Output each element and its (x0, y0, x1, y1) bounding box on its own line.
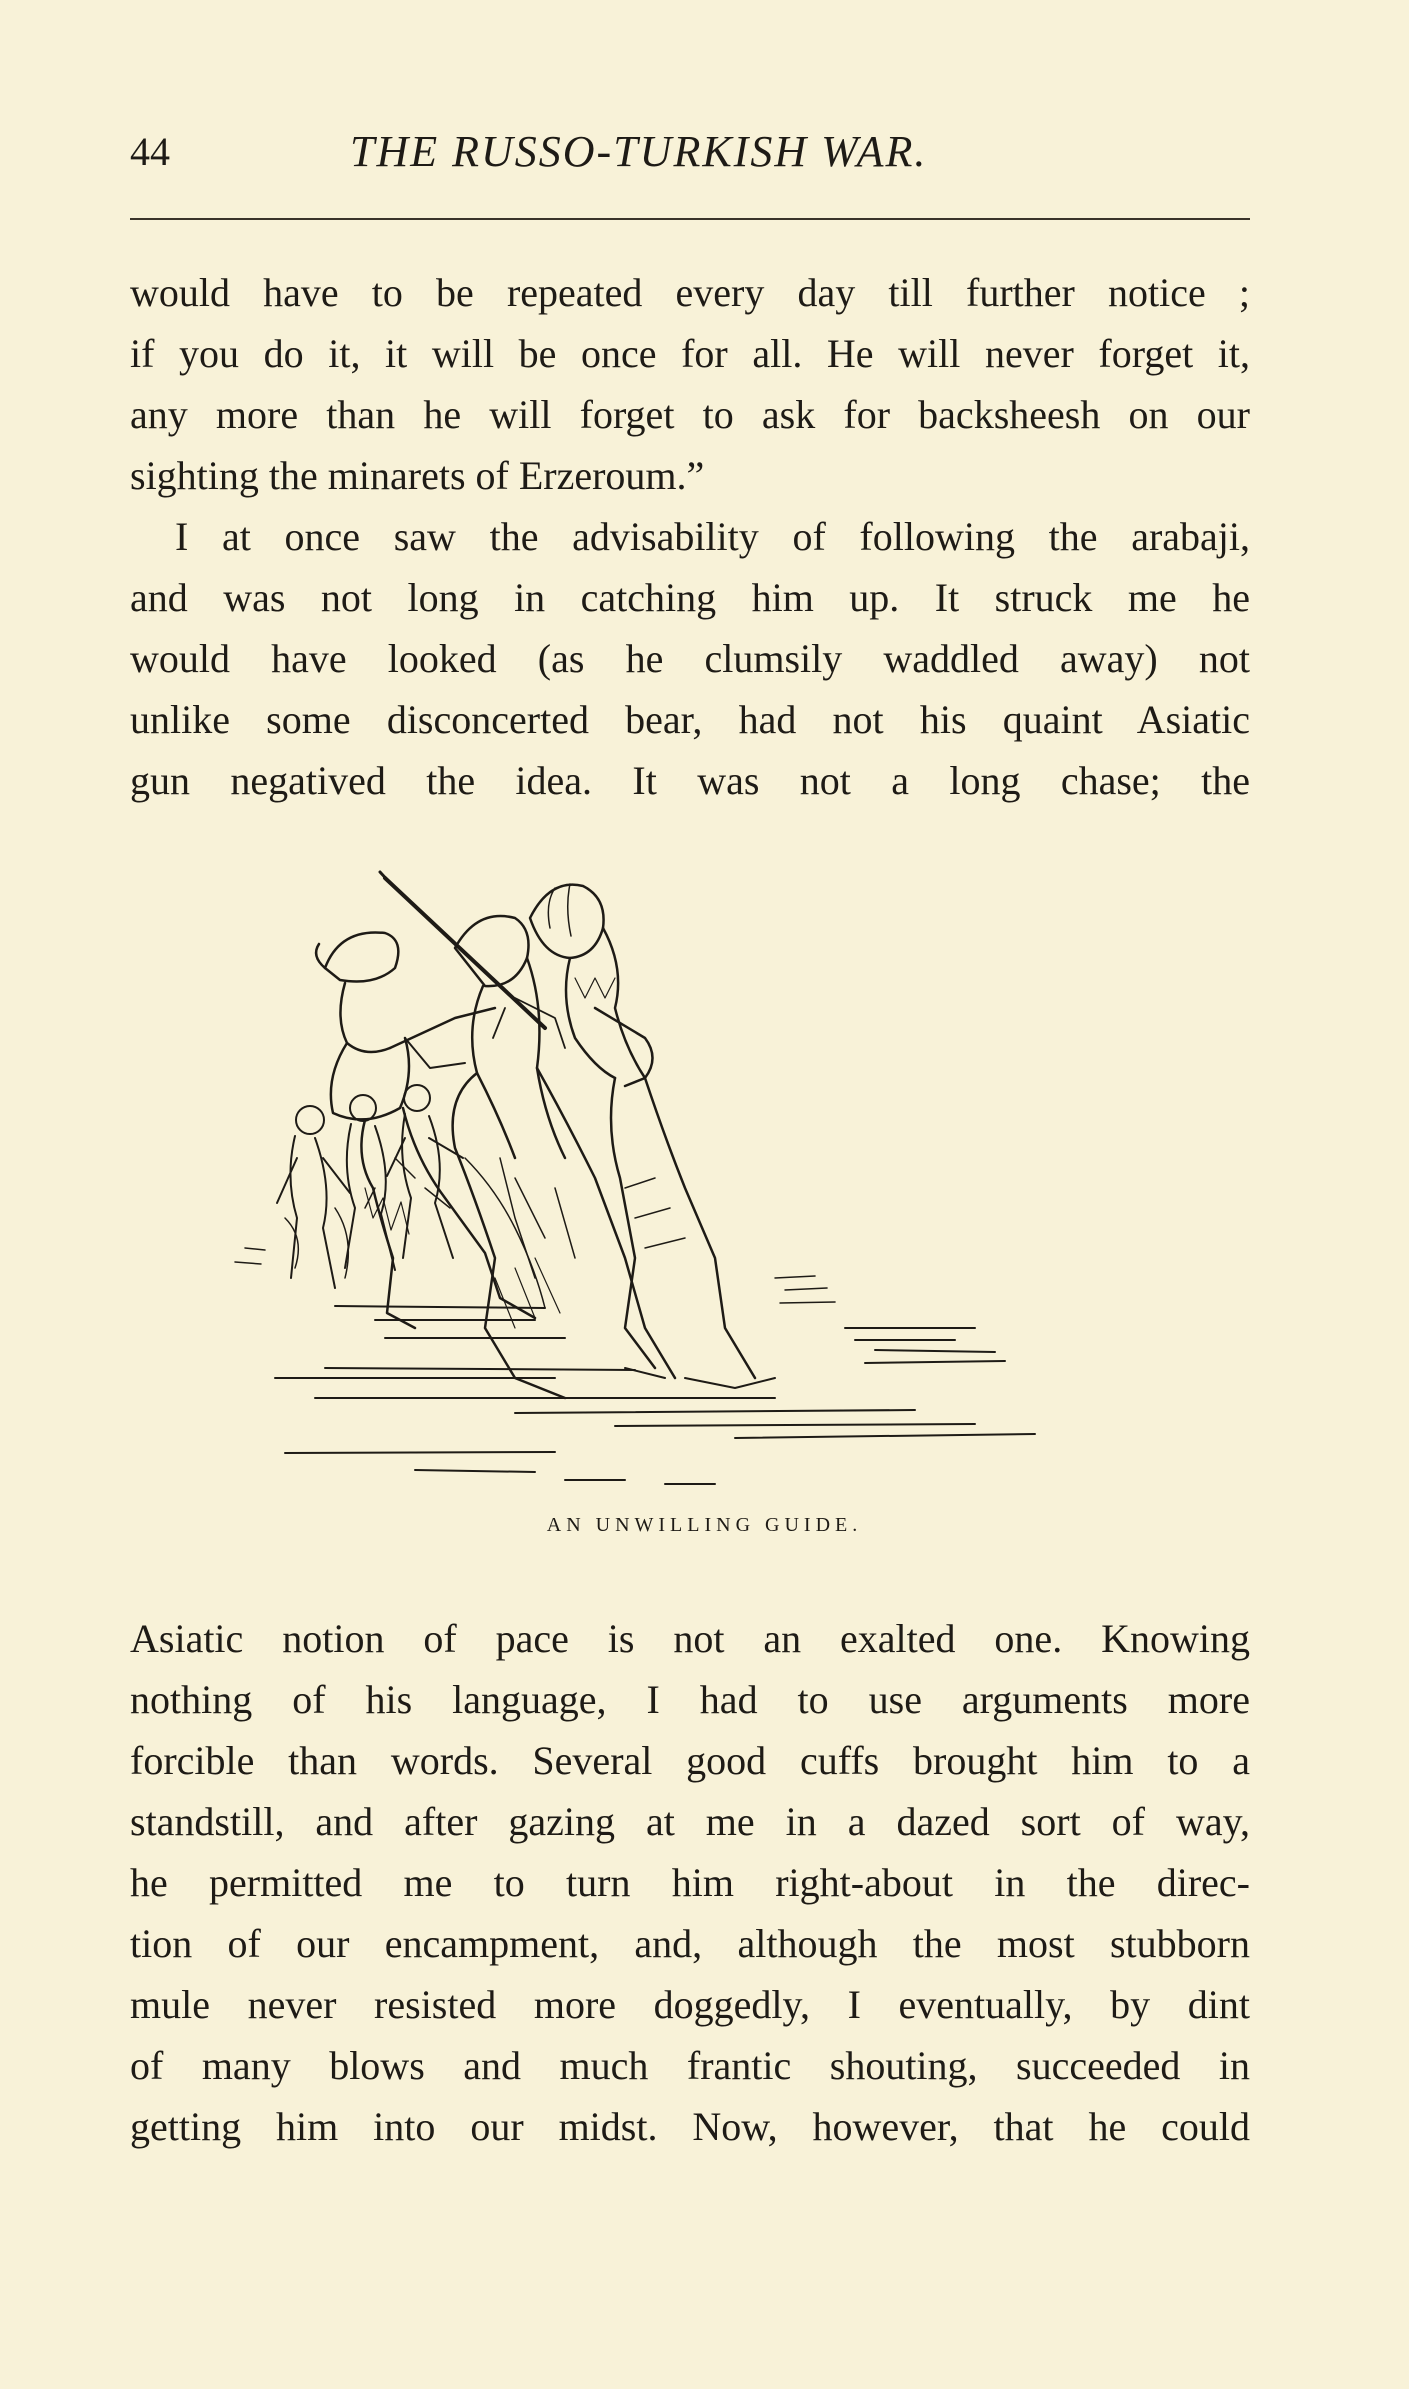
captive-figure (453, 916, 675, 1398)
text-line: of many blows and much frantic shouting, succeeded in (130, 2043, 1250, 2088)
text-line: getting him into our midst. Now, however, that he could (130, 2104, 1250, 2149)
running-title: THE RUSSO-TURKISH WAR. (350, 127, 928, 176)
text-line: mule never resisted more doggedly, I eventually, by dint (130, 1982, 1250, 2027)
text-line: forcible than words. Several good cuffs brought him to a (130, 1738, 1250, 1783)
paragraph-bottom (130, 1608, 1250, 2157)
text-line: tion of our encampment, and, although the most stubborn (130, 1921, 1250, 1966)
text-line: if you do it, it will be once for all. He will never forget it, (130, 331, 1250, 376)
page-header (0, 122, 1409, 182)
text-line: he permitted me to turn him right-about in the direc- (130, 1860, 1250, 1905)
page-number: 44 (130, 129, 170, 174)
illustration (215, 858, 1165, 1498)
text-line: any more than he will forget to ask for backsheesh on our (130, 392, 1250, 437)
text-line: Asiatic notion of pace is not an exalted one. Knowing (130, 1616, 1250, 1661)
ground-hatching (275, 1306, 1035, 1484)
text-line: sighting the minarets of Erzeroum.” (130, 453, 705, 498)
text-line: nothing of his language, I had to use arguments more (130, 1677, 1250, 1722)
text-line: I at once saw the advisability of following the arabaji, (175, 514, 1250, 559)
text-line: standstill, and after gazing at me in a dazed sort of way, (130, 1799, 1250, 1844)
text-line: would have to be repeated every day till further notice ; (130, 270, 1250, 315)
text-line: and was not long in catching him up. It struck me he (130, 575, 1250, 620)
distant-figures (277, 1085, 463, 1288)
text-line: would have looked (as he clumsily waddled away) not (130, 636, 1250, 681)
text-line: unlike some disconcerted bear, had not his quaint Asiatic (130, 697, 1250, 742)
rifle (385, 878, 545, 1028)
paragraph-top (130, 262, 1250, 811)
right-figure (530, 884, 775, 1388)
illustration-caption: AN UNWILLING GUIDE. (546, 1514, 863, 1536)
text-line: gun negatived the idea. It was not a long chase; the (130, 758, 1250, 803)
header-rule (130, 218, 1250, 220)
